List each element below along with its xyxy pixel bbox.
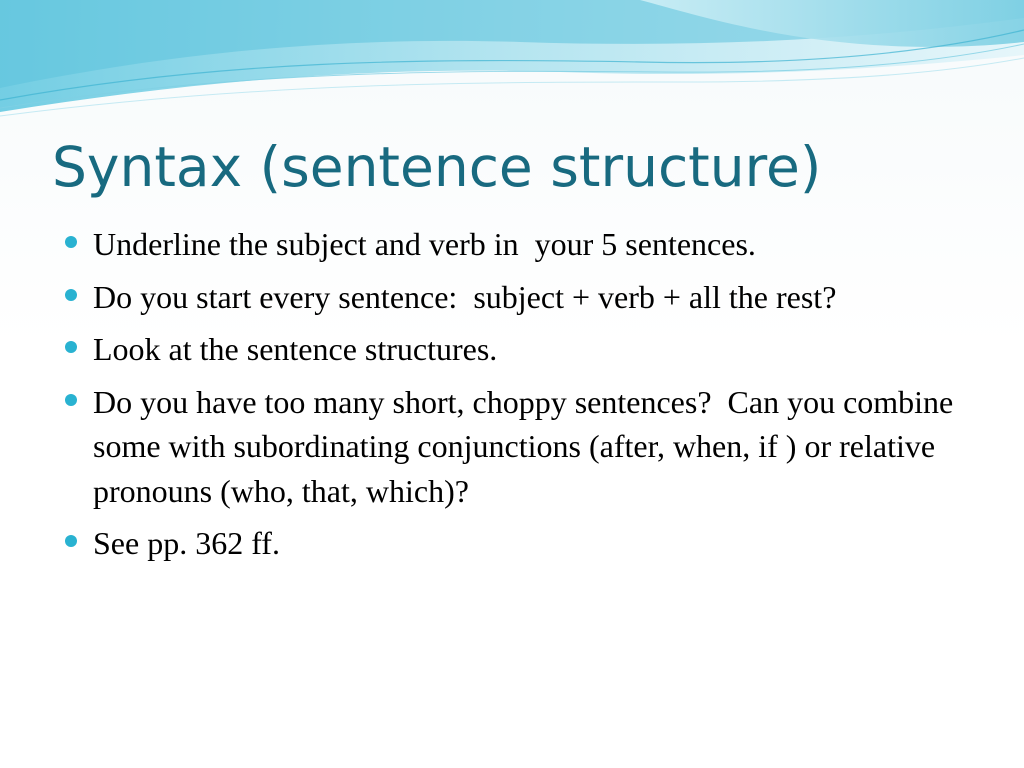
- bullet-item: [93, 275, 993, 320]
- bullet-item: [93, 222, 993, 267]
- bullet-dot-icon: [65, 394, 77, 406]
- bullet-dot-icon: [65, 341, 77, 353]
- bullet-list: [93, 222, 993, 574]
- decorative-wave-header: [0, 0, 1024, 130]
- bullet-text: Look at the sentence structures.: [93, 331, 498, 367]
- bullet-text: Underline the subject and verb in your 5 sentences.: [93, 226, 756, 262]
- bullet-item: [93, 327, 993, 372]
- bullet-dot-icon: [65, 535, 77, 547]
- bullet-text: See pp. 362 ff.: [93, 525, 280, 561]
- bullet-dot-icon: [65, 236, 77, 248]
- bullet-text: Do you start every sentence: subject + verb + all the rest?: [93, 278, 837, 315]
- bullet-item: [93, 380, 993, 514]
- slide-title: Syntax (sentence structure): [52, 135, 822, 199]
- bullet-item: [93, 521, 993, 566]
- bullet-text: Do you have too many short, choppy sentences? Can you combine some with subordinating conjunctions (after, when, if ) or relative pronouns (who, that, which)?: [93, 383, 962, 509]
- bullet-dot-icon: [65, 289, 77, 301]
